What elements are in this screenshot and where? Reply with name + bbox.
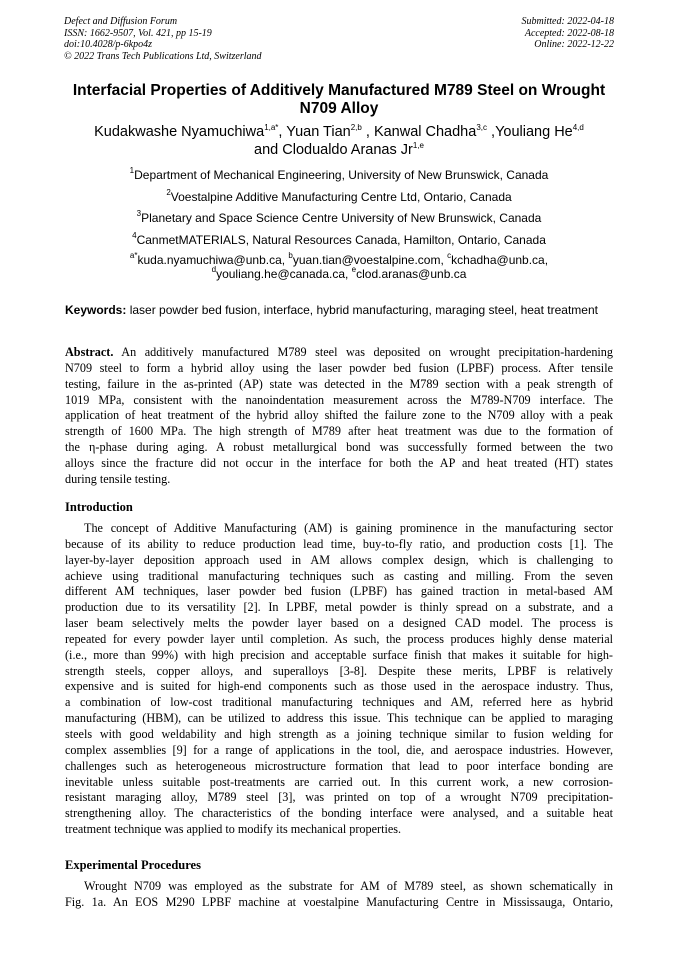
author-name: Kanwal Chadha bbox=[373, 124, 477, 140]
separator: , bbox=[361, 124, 374, 140]
text-line: a combination of low-cost traditional manufacturing techniques and AM, referred here as hybrid bbox=[65, 695, 613, 710]
section-heading-experimental: Experimental Procedures bbox=[65, 858, 201, 872]
text-line: strengthening alloy. The characteristics of the bonding interface were analysed, and a suitable heat bbox=[65, 806, 613, 821]
affiliation bbox=[40, 211, 638, 225]
text-line: The concept of Additive Manufacturing (AM) is gaining prominence in the manufacturing sector bbox=[84, 521, 613, 535]
text-line: achieve using traditional manufacturing techniques such as casting and milling. From the seven bbox=[65, 568, 613, 583]
text-line: different AM techniques, laser powder bed fusion (LPBF) has gained traction in metal-based AM bbox=[65, 584, 613, 599]
abstract-label: Abstract. bbox=[65, 345, 114, 359]
text-line: the η-phase during aging. A robust metallurgical bond was successfully formed between the two bbox=[65, 440, 613, 455]
text-line: manufacturing (HBM), can be utilized to address this issue. This technique can be applied to maraging bbox=[65, 711, 613, 726]
header-line: Online: 2022-12-22 bbox=[534, 39, 614, 51]
text-line: layer-by-layer deposition approach used in AM allows complex design, which is challenging to bbox=[65, 552, 613, 567]
paper-title bbox=[40, 82, 638, 118]
email-mark: b bbox=[288, 251, 293, 260]
author-affil: 1,e bbox=[412, 141, 424, 150]
separator: , bbox=[278, 124, 287, 140]
text-line: strength of 1600 MPa. The high strength of M789 after heat treatment was due to the formation of bbox=[65, 424, 613, 439]
introduction-paragraph bbox=[65, 521, 613, 838]
affil-text: Planetary and Space Science Centre University of New Brunswick, Canada bbox=[141, 211, 542, 225]
affil-text: Department of Mechanical Engineering, University of New Brunswick, Canada bbox=[134, 168, 549, 182]
author-list bbox=[40, 123, 638, 159]
experimental-paragraph bbox=[65, 879, 613, 911]
email-mark: c bbox=[447, 251, 452, 260]
text-line: laser beam selectively melts the powder layer based on a designed CAD model. The process is bbox=[65, 616, 613, 631]
header-line: doi:10.4028/p-6kpo4z bbox=[64, 39, 153, 51]
affil-number: 4 bbox=[132, 231, 137, 240]
keywords bbox=[65, 303, 625, 317]
text-line: (i.e., more than 99%) with high precision and acceptable surface finish that makes it suitable for high- bbox=[65, 647, 613, 662]
affil-text: CanmetMATERIALS, Natural Resources Canada, Hamilton, Ontario, Canada bbox=[136, 233, 546, 247]
keywords-text: laser powder bed fusion, interface, hybrid manufacturing, maraging steel, heat treatment bbox=[126, 303, 598, 317]
author-affil: 1,a* bbox=[264, 123, 279, 132]
author-name: and Clodualdo Aranas Jr bbox=[254, 142, 413, 158]
text-line: Wrought N709 was employed as the substrate for AM of M789 steel, as shown schematically in bbox=[84, 879, 613, 893]
affil-number: 1 bbox=[129, 166, 135, 175]
author-affil: 4,d bbox=[572, 123, 584, 132]
header-line: Defect and Diffusion Forum bbox=[64, 16, 178, 27]
email: kchadha@unb.ca, bbox=[451, 253, 549, 267]
text-line: testing, failure in the as-printed (AP) state was detected in the M789 section with a peak strength of bbox=[65, 376, 613, 391]
email: yuan.tian@voestalpine.com, bbox=[292, 253, 448, 267]
text-line: resistant maraging alloy, M789 steel [3], was printed on top of a wrought N709 precipitation- bbox=[65, 790, 613, 805]
text-line: alloys since the fracture did not occur in the interface for both the AP and heat treated (HT) states bbox=[65, 455, 613, 470]
affil-text: Voestalpine Additive Manufacturing Centre Ltd, Ontario, Canada bbox=[170, 190, 512, 204]
author-affil: 3,c bbox=[476, 123, 487, 132]
author-name: Kudakwashe Nyamuchiwa bbox=[94, 124, 265, 140]
email-mark: a* bbox=[129, 251, 138, 260]
affil-number: 2 bbox=[166, 188, 171, 197]
title-line: Interfacial Properties of Additively Manufactured M789 Steel on Wrought bbox=[72, 82, 606, 99]
email: youliang.he@canada.ca, bbox=[216, 267, 352, 281]
email-mark: d bbox=[211, 265, 217, 274]
email: kuda.nyamuchiwa@unb.ca, bbox=[137, 253, 289, 267]
affil-number: 3 bbox=[136, 209, 142, 218]
header-line: Accepted: 2022-08-18 bbox=[524, 27, 614, 39]
text-line: production due to its versatility [2]. In LPBF, metal powder is thinly spread on a substrate, and a bbox=[65, 600, 613, 615]
text-line: N709 steel to form a hybrid alloy using the laser powder bed fusion (LPBF) process. After tensile bbox=[65, 360, 613, 375]
author-emails bbox=[40, 253, 638, 281]
header-line: Submitted: 2022-04-18 bbox=[521, 16, 614, 27]
header-line: © 2022 Trans Tech Publications Ltd, Switzerland bbox=[64, 51, 262, 63]
text-line: steels with good weldability and high strength as a joining technique similar to fusion welding for bbox=[65, 726, 613, 741]
text-line bbox=[65, 345, 613, 361]
title-line: N709 Alloy bbox=[299, 100, 379, 117]
text-line: inevitable unless suitable post-treatments are carried out. In this current work, a new corrosion- bbox=[65, 774, 613, 789]
email-mark: e bbox=[351, 265, 357, 274]
text-line: 1019 MPa, consistent with the nanoindentation measurement across the M789-N709 interface. The bbox=[65, 392, 613, 407]
author-affil: 2,b bbox=[350, 123, 362, 132]
header-line: ISSN: 1662-9507, Vol. 421, pp 15-19 bbox=[64, 27, 212, 39]
text-line: challenges such as heterogeneous microstructure formation that lead to poor interface bonding are bbox=[65, 758, 613, 773]
text-line: treatment technique was applied to modify its mechanical properties. bbox=[65, 822, 402, 837]
author-name: Youliang He bbox=[495, 124, 573, 140]
affiliation bbox=[40, 190, 638, 204]
affiliation bbox=[40, 233, 638, 247]
text-line: repeated for every powder layer until completion. As such, the process produces highly dense material bbox=[65, 631, 613, 646]
keywords-label: Keywords: bbox=[65, 303, 127, 317]
affiliation bbox=[40, 168, 638, 182]
separator: , bbox=[487, 124, 496, 140]
publication-dates bbox=[522, 16, 615, 51]
text-line: complex assemblies [9] for a range of applications in the tool, die, and aerospace industries. However, bbox=[65, 742, 613, 757]
section-heading-introduction: Introduction bbox=[65, 500, 133, 514]
text-line: Fig. 1a. An EOS M290 LPBF machine at voestalpine Manufacturing Centre in Mississauga, Ontario, bbox=[65, 894, 613, 909]
text-line: strength steels, copper alloys, and superalloys [3-8]. Despite these merits, LPBF is relatively bbox=[65, 663, 613, 678]
text-line: during tensile testing. bbox=[65, 471, 171, 486]
text-line: expensive and is suited for high-end components such as those used in the aerospace industry. Thus, bbox=[65, 679, 613, 694]
journal-info bbox=[64, 16, 262, 63]
abstract bbox=[65, 345, 613, 488]
author-name: Yuan Tian bbox=[286, 124, 351, 140]
abstract-text: An additively manufactured M789 steel was deposited on wrought precipitation-hardening bbox=[113, 345, 613, 359]
text-line: because of its ability to reduce production lead time, buy-to-fly ratio, and production costs [1]. The bbox=[65, 536, 613, 551]
text-line: application of heat treatment of the hybrid alloy shifted the failure zone to the N709 alloy with a peak bbox=[65, 408, 613, 423]
email: clod.aranas@unb.ca bbox=[356, 267, 467, 281]
